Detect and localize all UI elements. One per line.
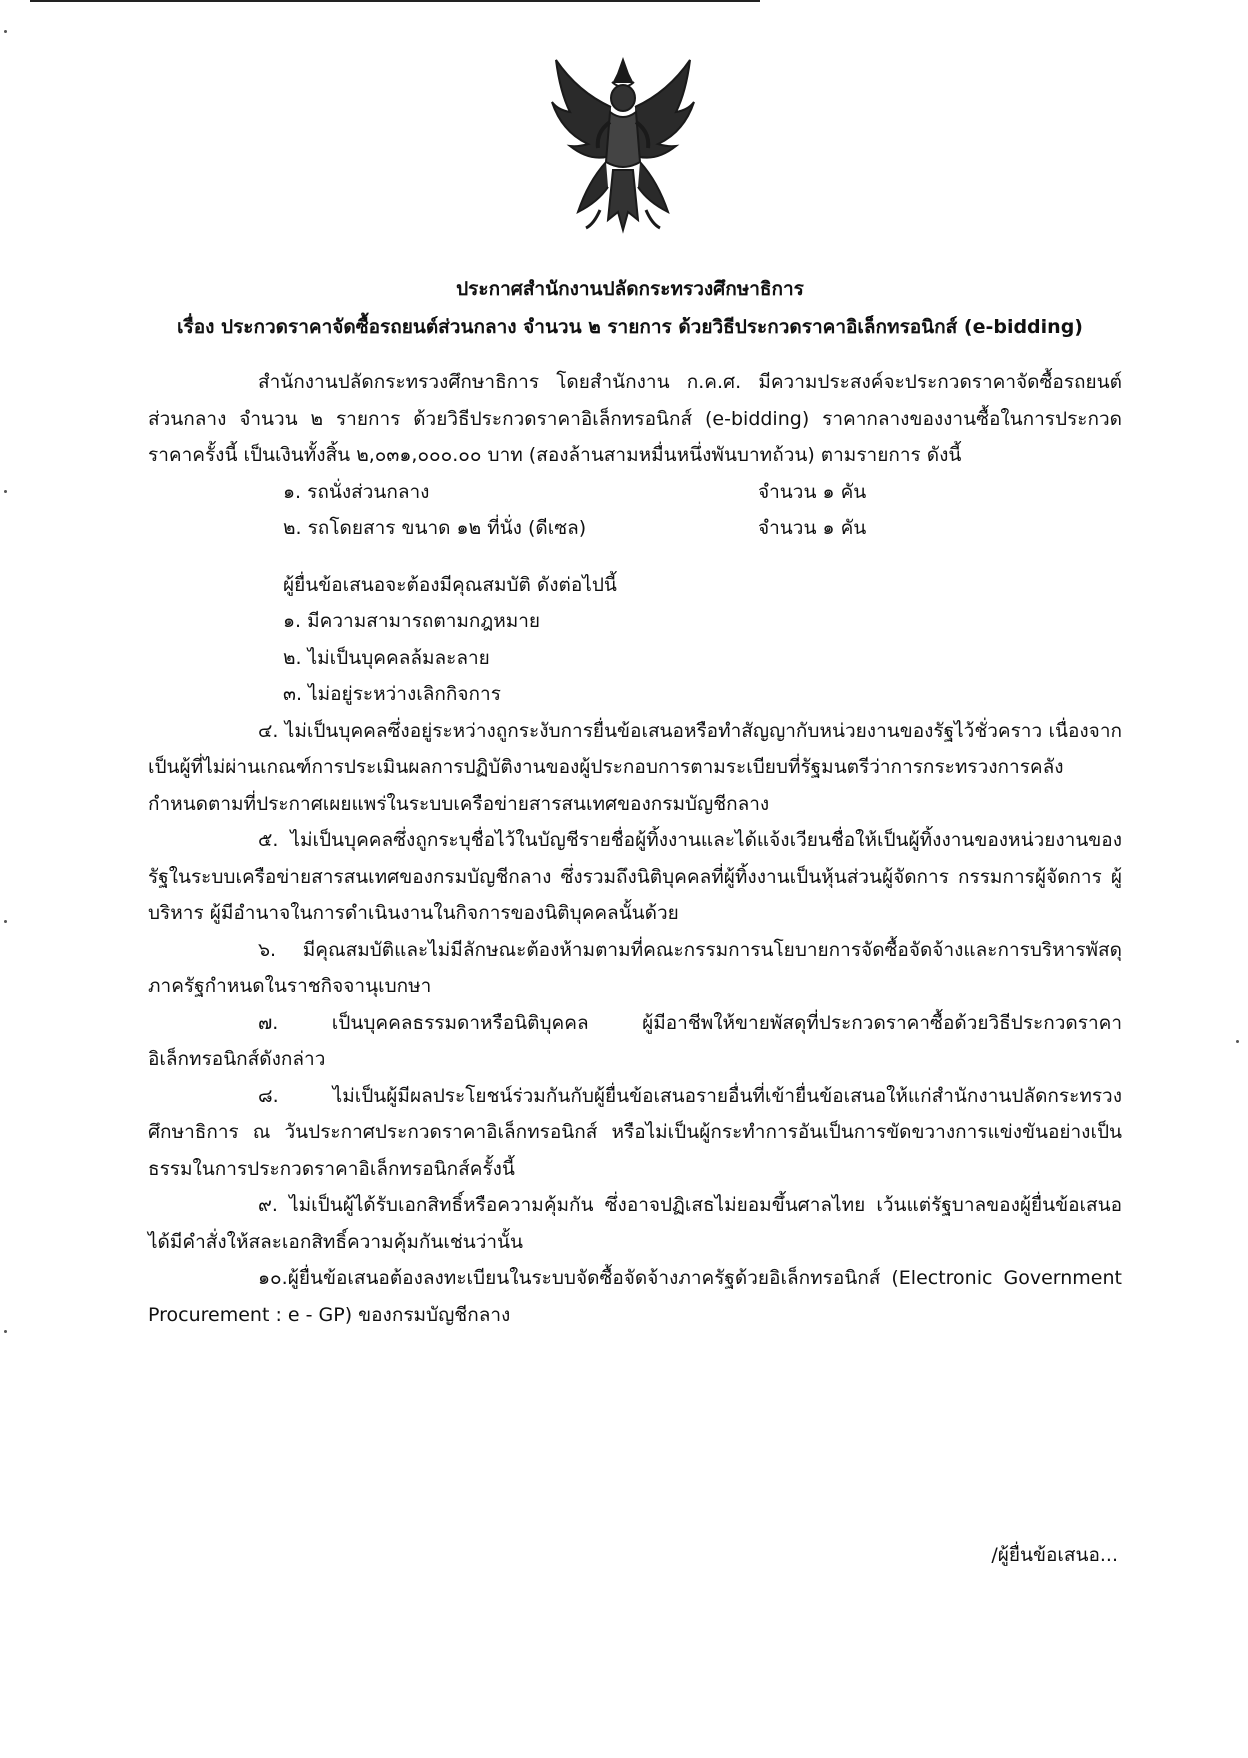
document-body	[148, 364, 1122, 1333]
intro-paragraph: สำนักงานปลัดกระทรวงศึกษาธิการ โดยสำนักงาน ก.ค.ศ. มีความประสงค์จะประกวดราคาจัดซื้อรถยนต์ส่วนกลาง จำนวน ๒ รายการ ด้วยวิธีประกวดราคาอิเล็กทรอนิกส์ (e-bidding) ราคากลางของงานซื้อในการประกวดราคาครั้งนี้ เป็นเงินทั้งสิ้น ๒,๐๓๑,๐๐๐.๐๐ บาท (สองล้านสามหมื่นหนึ่งพันบาทถ้วน) ตามรายการ ดังนี้	[148, 371, 1122, 466]
item-quantity: จำนวน ๑ คัน	[758, 480, 867, 503]
announcement-title	[140, 270, 1120, 346]
qualification-item: ๓. ไม่อยู่ระหว่างเลิกกิจการ	[283, 683, 501, 705]
page-continuation-marker: /ผู้ยื่นข้อเสนอ...	[991, 1544, 1118, 1566]
qualification-item: ๒. ไม่เป็นบุคคลล้มละลาย	[283, 646, 490, 669]
list-item	[148, 510, 1122, 547]
item-quantity: จำนวน ๑ คัน	[758, 517, 867, 539]
qualification-item: ๑. มีความสามารถตามกฎหมาย	[283, 610, 541, 632]
qualification-item: ๘. ไม่เป็นผู้มีผลประโยชน์ร่วมกันกับผู้ยื่นข้อเสนอรายอื่นที่เข้ายื่นข้อเสนอให้แก่สำนักงานปลัดกระทรวงศึกษาธิการ ณ วันประกาศประกวดราคาอิเล็กทรอนิกส์ หรือไม่เป็นผู้กระทำการอันเป็นการขัดขวางการแข่งขันอย่างเป็นธรรมในการประกวดราคาอิเล็กทรอนิกส์ครั้งนี้	[148, 1084, 1122, 1180]
list-item	[148, 474, 1122, 511]
scan-top-border	[30, 0, 760, 2]
scan-speck	[1236, 1040, 1239, 1043]
qualification-item: ๔. ไม่เป็นบุคคลซึ่งอยู่ระหว่างถูกระงับการยื่นข้อเสนอหรือทำสัญญากับหน่วยงานของรัฐไว้ชั่วคราว เนื่องจากเป็นผู้ที่ไม่ผ่านเกณฑ์การประเมินผลการปฏิบัติงานของผู้ประกอบการตามระเบียบที่รัฐมนตรีว่าการกระทรวงการคลังกำหนดตามที่ประกาศเผยแพร่ในระบบเครือข่ายสารสนเทศของกรมบัญชีกลาง	[148, 719, 1122, 815]
title-line-2: เรื่อง ประกวดราคาจัดซื้อรถยนต์ส่วนกลาง จำนวน ๒ รายการ ด้วยวิธีประกวดราคาอิเล็กทรอนิกส์ (e-bidding)	[177, 316, 1083, 338]
scan-speck	[4, 30, 7, 33]
scan-speck	[4, 920, 7, 923]
qualification-item: ๗. เป็นบุคคลธรรมดาหรือนิติบุคคล ผู้มีอาชีพให้ขายพัสดุที่ประกวดราคาซื้อด้วยวิธีประกวดราคาอิเล็กทรอนิกส์ดังกล่าว	[148, 1011, 1122, 1070]
section-spacer	[148, 547, 1122, 567]
item-description: ๑. รถนั่งส่วนกลาง	[283, 480, 430, 503]
qualification-item: ๙. ไม่เป็นผู้ได้รับเอกสิทธิ์หรือความคุ้มกัน ซึ่งอาจปฏิเสธไม่ยอมขึ้นศาลไทย เว้นแต่รัฐบาลของผู้ยื่นข้อเสนอได้มีคำสั่งให้สละเอกสิทธิ์ความคุ้มกันเช่นว่านั้น	[148, 1194, 1122, 1253]
title-line-1: ประกาศสำนักงานปลัดกระทรวงศึกษาธิการ	[456, 278, 804, 300]
qualification-item: ๑๐.ผู้ยื่นข้อเสนอต้องลงทะเบียนในระบบจัดซื้อจัดจ้างภาครัฐด้วยอิเล็กทรอนิกส์ (Electronic Government Procurement : e - GP) ของกรมบัญชีกลาง	[148, 1267, 1122, 1326]
qualification-item: ๕. ไม่เป็นบุคคลซึ่งถูกระบุชื่อไว้ในบัญชีรายชื่อผู้ทิ้งงานและได้แจ้งเวียนชื่อให้เป็นผู้ทิ้งงานของหน่วยงานของรัฐในระบบเครือข่ายสารสนเทศของกรมบัญชีกลาง ซึ่งรวมถึงนิติบุคคลที่ผู้ทิ้งงานเป็นหุ้นส่วนผู้จัดการ กรรมการผู้จัดการ ผู้บริหาร ผู้มีอำนาจในการดำเนินงานในกิจการของนิติบุคคลนั้นด้วย	[148, 829, 1122, 924]
garuda-emblem-icon	[548, 52, 698, 237]
qualifications-heading: ผู้ยื่นข้อเสนอจะต้องมีคุณสมบัติ ดังต่อไปนี้	[283, 573, 617, 596]
item-description: ๒. รถโดยสาร ขนาด ๑๒ ที่นั่ง (ดีเซล)	[283, 517, 587, 539]
qualification-item: ๖. มีคุณสมบัติและไม่มีลักษณะต้องห้ามตามที่คณะกรรมการนโยบายการจัดซื้อจัดจ้างและการบริหารพัสดุภาครัฐกำหนดในราชกิจจานุเบกษา	[148, 938, 1122, 997]
scan-speck	[4, 1330, 7, 1333]
scan-speck	[4, 490, 7, 493]
